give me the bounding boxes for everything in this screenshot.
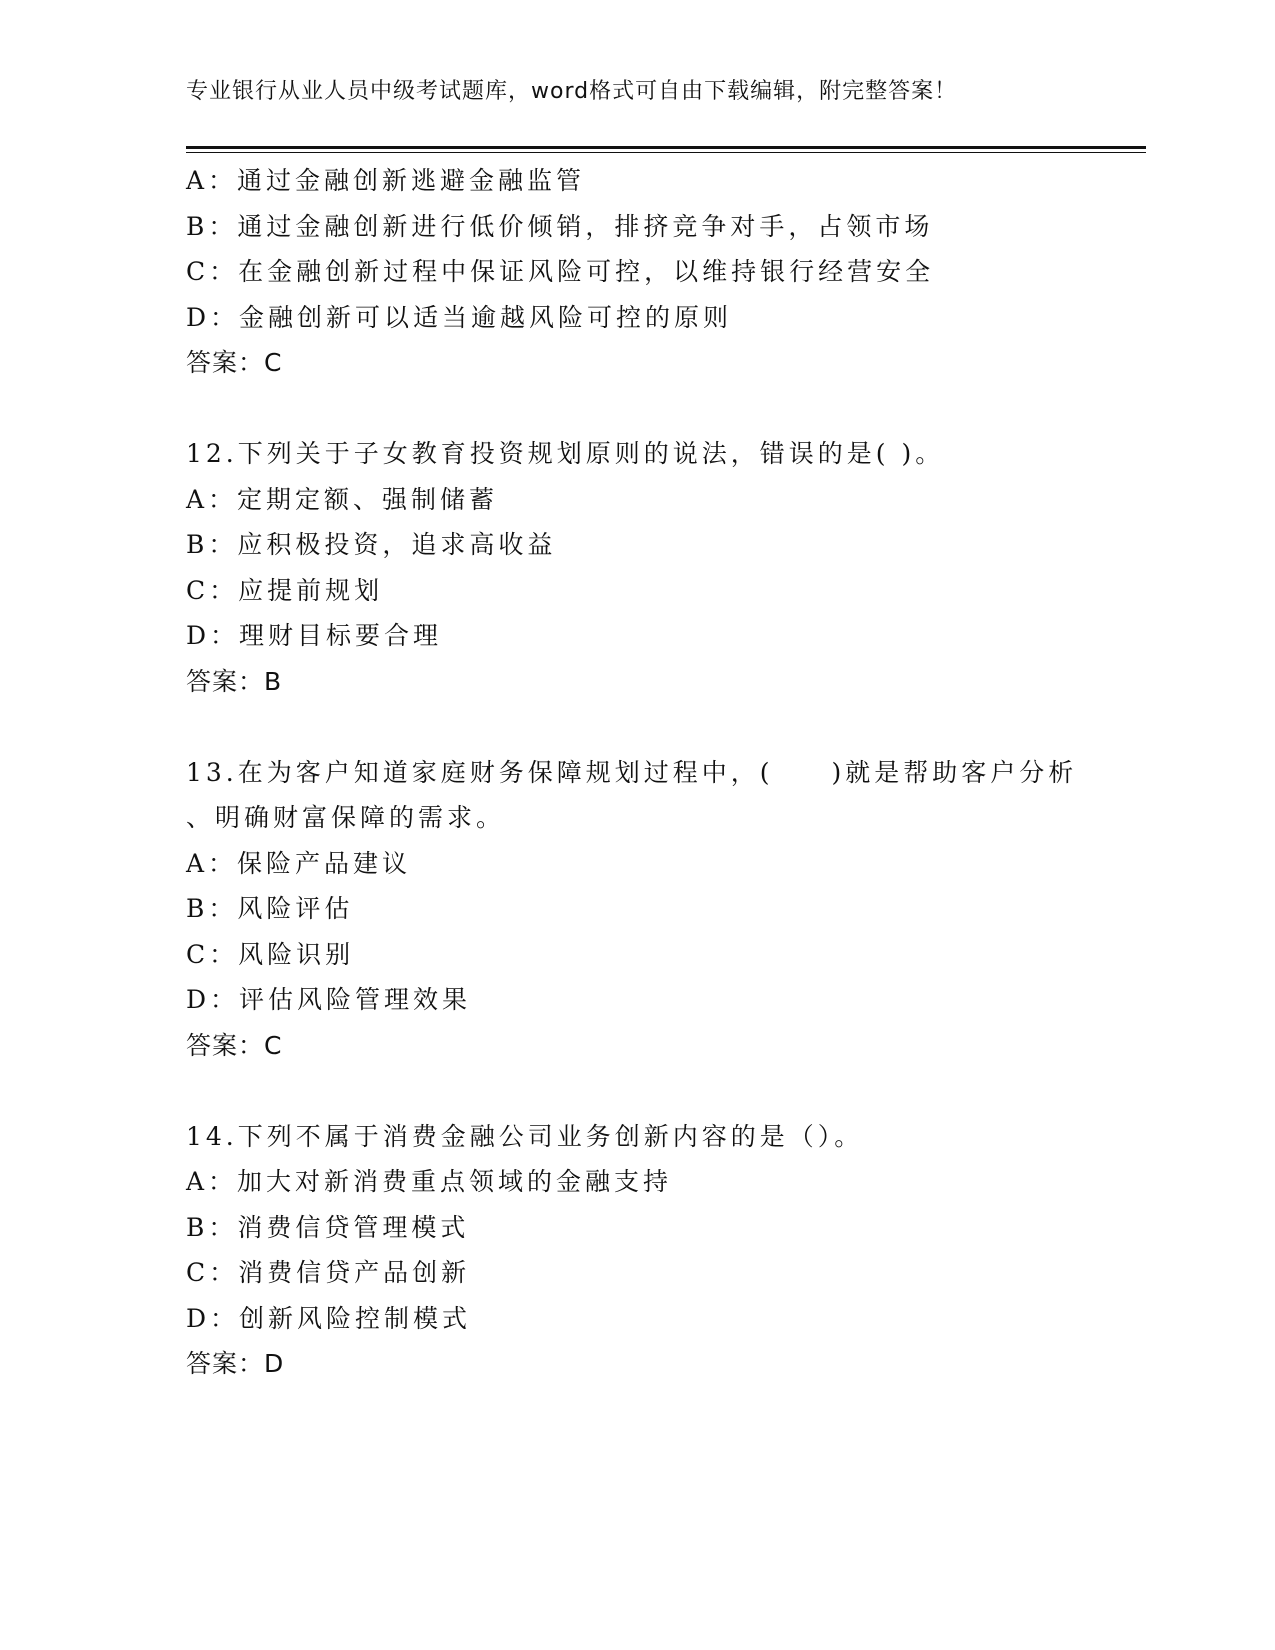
answer: 答案：B (186, 666, 283, 696)
option-c: C：在金融创新过程中保证风险可控，以维持银行经营安全 (186, 257, 935, 286)
header-divider-thin (186, 152, 1146, 153)
option-a: A：通过金融创新逃避金融监管 (186, 166, 586, 195)
option-b: B：通过金融创新进行低价倾销，排挤竞争对手，占领市场 (186, 211, 934, 241)
option-a: A：保险产品建议 (186, 848, 412, 878)
question-13 (186, 750, 1106, 1069)
answer: 答案：C (186, 348, 283, 377)
question-list (186, 158, 1106, 1387)
option-c: C：风险识别 (186, 939, 355, 969)
option-c: C：消费信贷产品创新 (186, 1258, 471, 1287)
option-d: D：金融创新可以适当逾越风险可控的原则 (186, 302, 733, 332)
option-b: B：消费信贷管理模式 (186, 1212, 470, 1242)
option-a: A：加大对新消费重点领域的金融支持 (186, 1167, 673, 1196)
option-b: B：风险评估 (186, 894, 354, 923)
option-c: C：应提前规划 (186, 575, 384, 605)
answer: 答案：C (186, 1030, 283, 1060)
question-text: 14.下列不属于消费金融公司业务创新内容的是（）。 (186, 1121, 864, 1151)
option-d: D：评估风险管理效果 (186, 985, 472, 1014)
question-11 (186, 158, 1106, 386)
question-12 (186, 431, 1106, 704)
option-d: D：创新风险控制模式 (186, 1303, 472, 1333)
option-d: D：理财目标要合理 (186, 621, 443, 650)
header-divider-thick (186, 146, 1146, 149)
answer: 答案：D (186, 1349, 285, 1378)
option-a: A：定期定额、强制储蓄 (186, 484, 499, 514)
question-text-line-2: 、明确财富保障的需求。 (186, 803, 506, 832)
spacer (186, 704, 1106, 750)
question-text: 12.下列关于子女教育投资规划原则的说法，错误的是( )。 (186, 439, 945, 468)
spacer (186, 1068, 1106, 1114)
question-text-line-1: 13.在为客户知道家庭财务保障规划过程中，( )就是帮助客户分析 (186, 757, 1078, 787)
spacer (186, 386, 1106, 432)
option-b: B：应积极投资，追求高收益 (186, 530, 557, 559)
question-14 (186, 1114, 1106, 1387)
page-header: 专业银行从业人员中级考试题库，word格式可自由下载编辑，附完整答案！ (186, 79, 958, 104)
